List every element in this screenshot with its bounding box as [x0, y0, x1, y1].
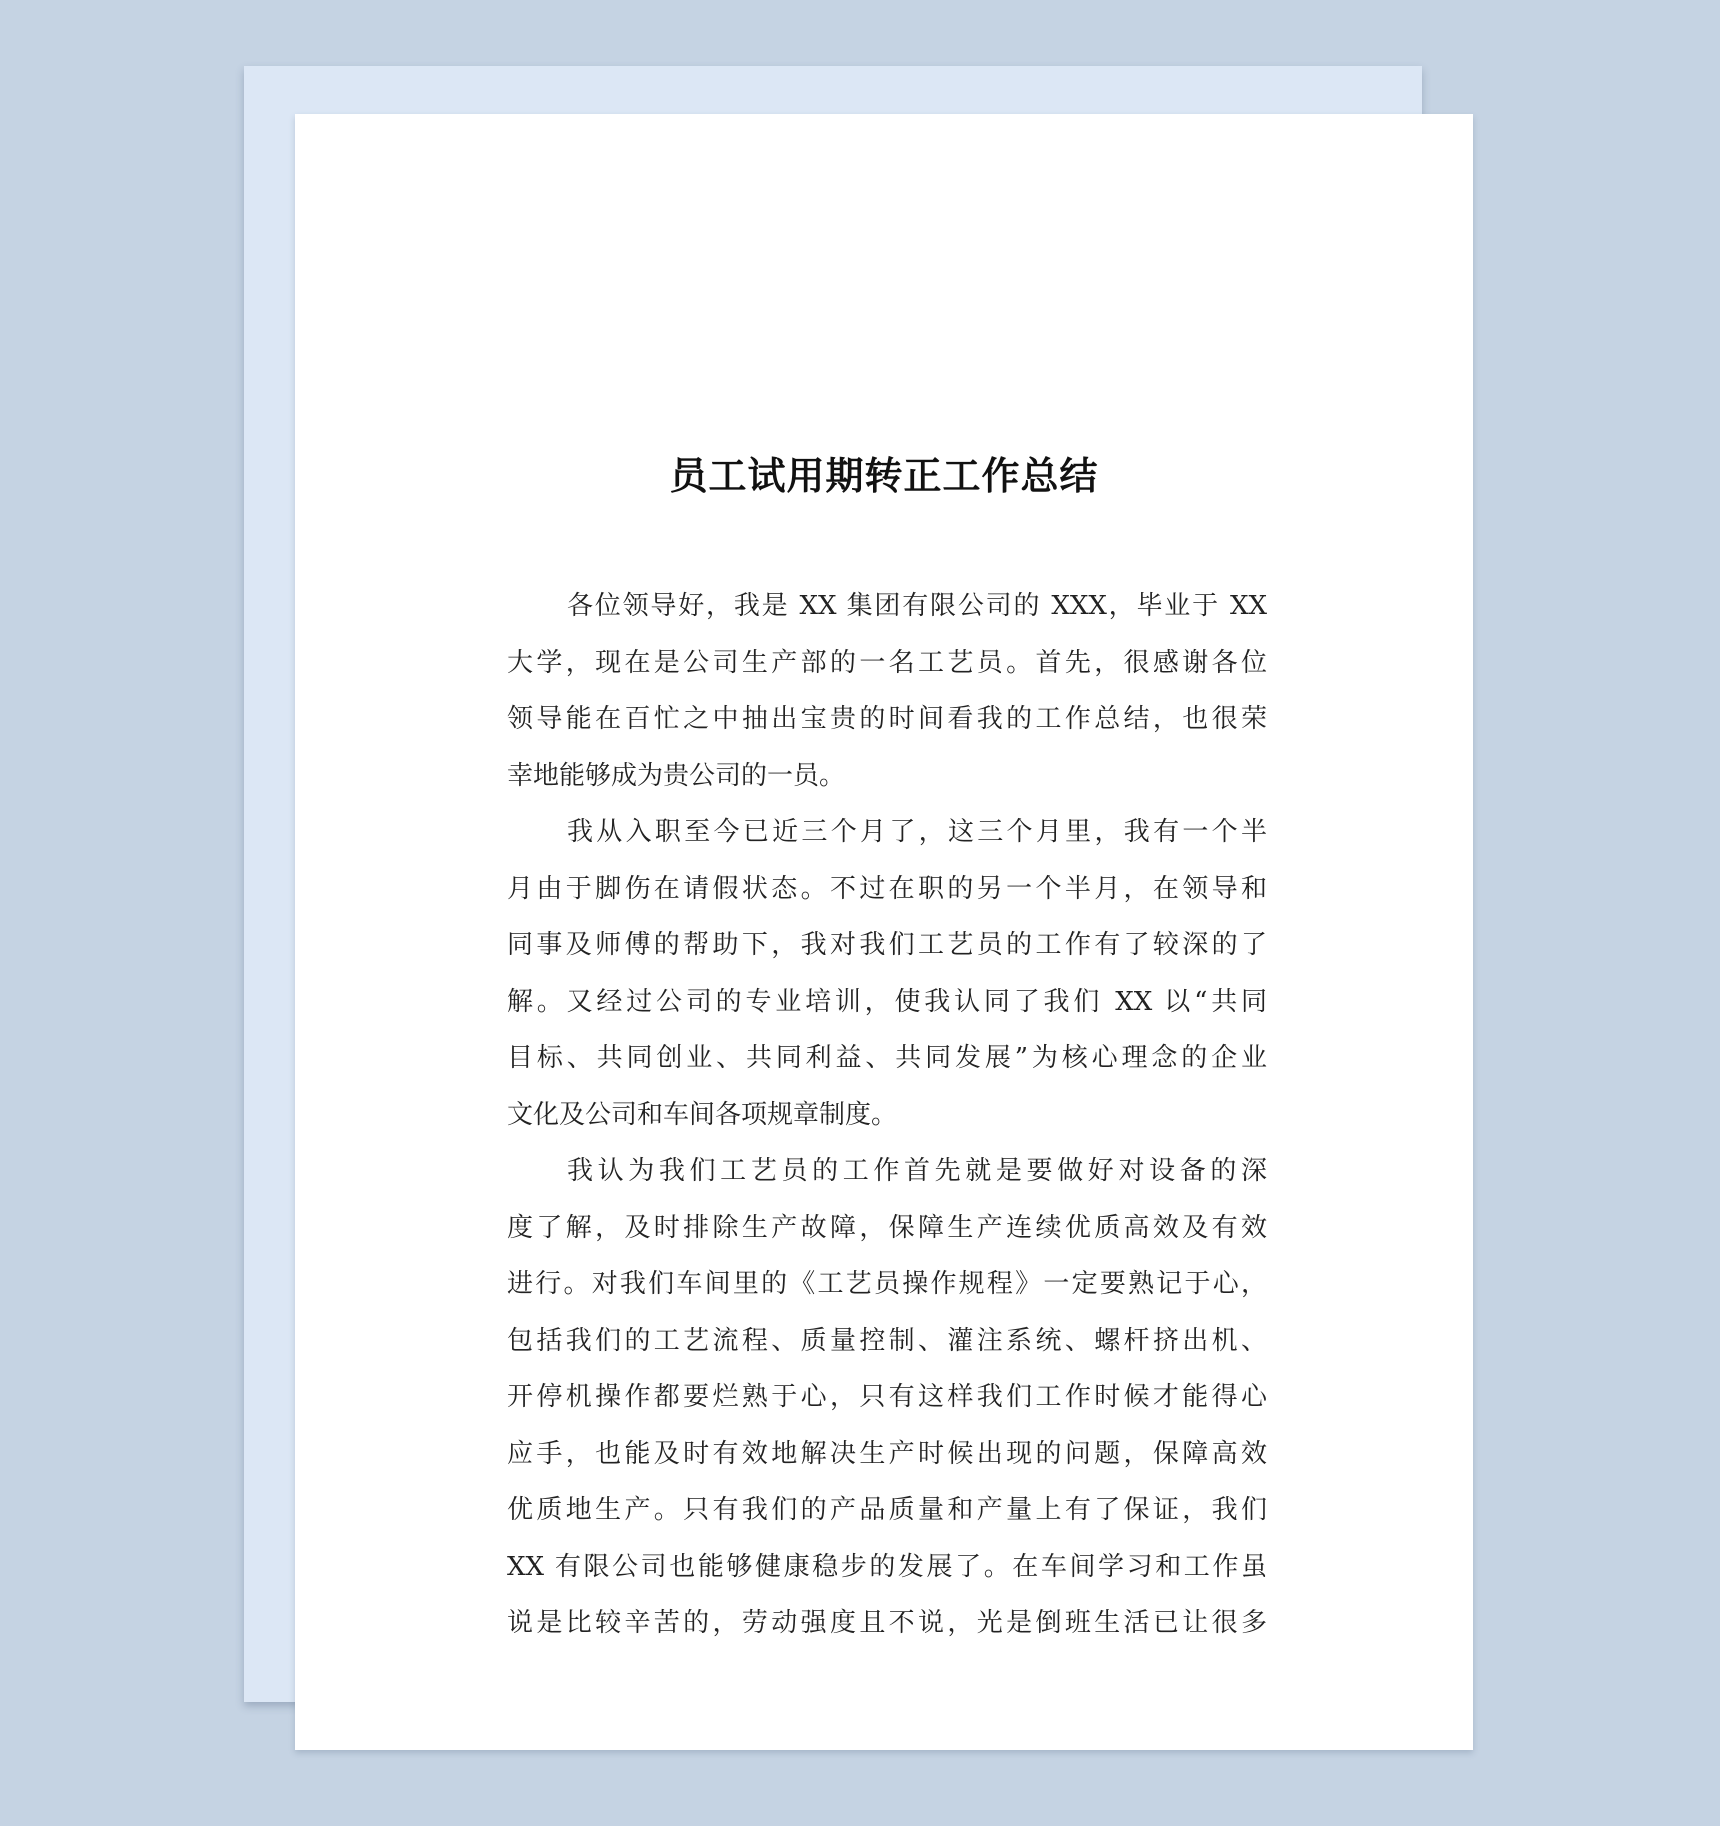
text-line: 进行。对我们车间里的《工艺员操作规程》一定要熟记于心， — [507, 1269, 1267, 1299]
text-line: 说是比较辛苦的，劳动强度且不说，光是倒班生活已让很多 — [507, 1608, 1267, 1638]
text-line: 幸地能够成为贵公司的一员。 — [507, 760, 846, 791]
text-line: 领导能在百忙之中抽出宝贵的时间看我的工作总结，也很荣 — [507, 704, 1267, 734]
text-line: 度了解，及时排除生产故障，保障生产连续优质高效及有效 — [507, 1212, 1267, 1243]
text-line: 文化及公司和车间各项规章制度。 — [507, 1099, 898, 1130]
text-line: 开停机操作都要烂熟于心，只有这样我们工作时候才能得心 — [507, 1382, 1267, 1412]
text-line: 包括我们的工艺流程、质量控制、灌注系统、螺杆挤出机、 — [507, 1325, 1267, 1356]
text-line: XX 有限公司也能够健康稳步的发展了。在车间学习和工作虽 — [507, 1551, 1267, 1582]
text-line: 优质地生产。只有我们的产品质量和产量上有了保证，我们 — [507, 1495, 1267, 1525]
document-title: 员工试用期转正工作总结 — [669, 454, 1099, 498]
text-line: 我认为我们工艺员的工作首先就是要做好对设备的深 — [567, 1156, 1267, 1186]
text-line: 大学，现在是公司生产部的一名工艺员。首先，很感谢各位 — [507, 647, 1267, 678]
document-body — [507, 578, 1267, 1652]
text-line: 目标、共同创业、共同利益、共同发展”为核心理念的企业 — [507, 1043, 1267, 1073]
text-line: 解。又经过公司的专业培训，使我认同了我们 XX 以“共同 — [507, 986, 1267, 1017]
paragraph-1 — [507, 578, 1267, 804]
text-line: 月由于脚伤在请假状态。不过在职的另一个半月，在领导和 — [507, 873, 1267, 904]
paragraph-2 — [507, 804, 1267, 1143]
text-line: 各位领导好，我是 XX 集团有限公司的 XXX，毕业于 XX — [567, 591, 1267, 621]
text-line: 我从入职至今已近三个月了，这三个月里，我有一个半 — [567, 817, 1267, 847]
paragraph-3 — [507, 1143, 1267, 1652]
text-line: 同事及师傅的帮助下，我对我们工艺员的工作有了较深的了 — [507, 930, 1267, 960]
document-page — [295, 114, 1473, 1750]
text-line: 应手，也能及时有效地解决生产时候出现的问题，保障高效 — [507, 1438, 1267, 1469]
